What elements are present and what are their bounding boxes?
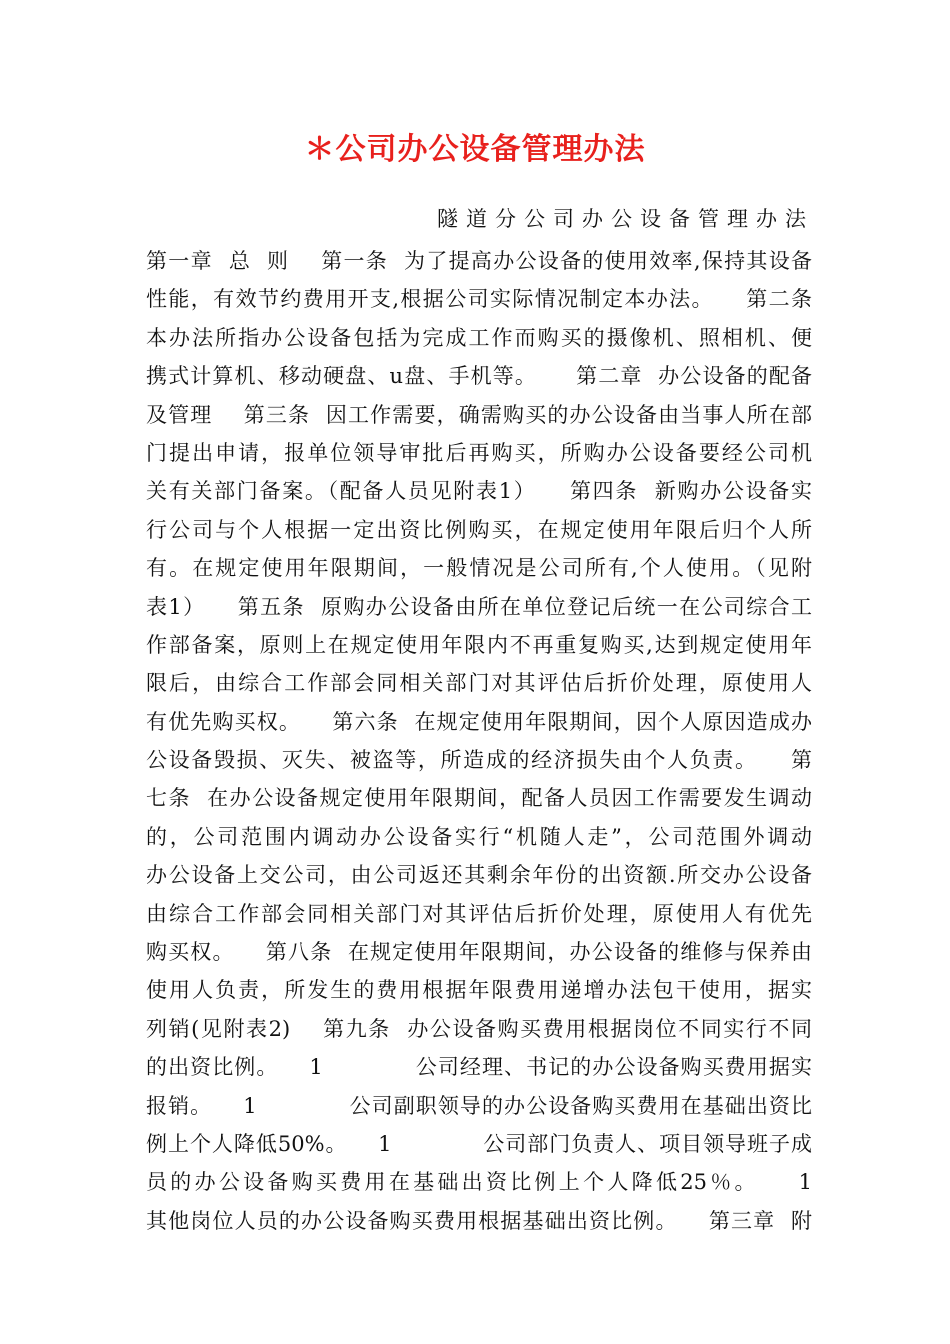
body-line: 报销。 1 公司副职领导的办公设备购买费用在基础出资比 — [146, 1093, 812, 1118]
document-body — [146, 242, 812, 1240]
document-subtitle: 隧道分公司办公设备管理办法 — [437, 207, 814, 231]
body-line: 第一章 总 则 第一条 为了提高办公设备的使用效率,保持其设备 — [146, 249, 812, 273]
body-line: 作部备案，原则上在规定使用年限内不再重复购买,达到规定使用年 — [146, 632, 812, 657]
body-line: 使用人负责，所发生的费用根据年限费用递增办法包干使用，据实 — [146, 978, 812, 1003]
body-line: 员的办公设备购买费用在基础出资比例上个人降低25％。 1 — [146, 1170, 812, 1195]
body-line: 办公设备上交公司，由公司返还其剩余年份的出资额.所交办公设备 — [146, 863, 812, 888]
body-line: 性能，有效节约费用开支,根据公司实际情况制定本办法。 第二条 — [146, 287, 812, 312]
body-line: 的出资比例。 1 公司经理、书记的办公设备购买费用据实 — [146, 1055, 812, 1080]
body-line: 关有关部门备案。（配备人员见附表1） 第四条 新购办公设备实 — [146, 479, 812, 504]
body-line: 购买权。 第八条 在规定使用年限期间，办公设备的维修与保养由 — [146, 940, 812, 965]
body-line: 行公司与个人根据一定出资比例购买，在规定使用年限后归个人所 — [146, 517, 812, 542]
body-line: 例上个人降低50%。 1 公司部门负责人、项目领导班子成 — [146, 1131, 812, 1156]
body-line: 有。在规定使用年限期间，一般情况是公司所有,个人使用。（见附 — [146, 556, 812, 581]
body-line: 携式计算机、移动硬盘、u盘、手机等。 第二章 办公设备的配备 — [146, 364, 812, 389]
body-line: 列销(见附表2) 第九条 办公设备购买费用根据岗位不同实行不同 — [146, 1016, 812, 1041]
body-line: 由综合工作部会同相关部门对其评估后折价处理，原使用人有优先 — [146, 901, 812, 926]
body-line: 有优先购买权。 第六条 在规定使用年限期间，因个人原因造成办 — [146, 709, 812, 734]
body-line: 本办法所指办公设备包括为完成工作而购买的摄像机、照相机、便 — [146, 325, 812, 350]
body-line: 公设备毁损、灭失、被盗等，所造成的经济损失由个人负责。 第 — [146, 748, 812, 773]
body-line: 及管理 第三条 因工作需要，确需购买的办公设备由当事人所在部 — [146, 402, 812, 427]
body-line: 其他岗位人员的办公设备购买费用根据基础出资比例。 第三章 附 — [146, 1208, 812, 1233]
body-line: 限后，由综合工作部会同相关部门对其评估后折价处理，原使用人 — [146, 671, 812, 696]
body-line: 表1） 第五条 原购办公设备由所在单位登记后统一在公司综合工 — [146, 594, 812, 619]
body-line: 门提出申请，报单位领导审批后再购买，所购办公设备要经公司机 — [146, 440, 812, 465]
document-title: ＊公司办公设备管理办法 — [304, 132, 646, 167]
body-line: 七条 在办公设备规定使用年限期间，配备人员因工作需要发生调动 — [146, 786, 812, 811]
body-line: 的，公司范围内调动办公设备实行“机随人走”，公司范围外调动 — [146, 824, 812, 849]
